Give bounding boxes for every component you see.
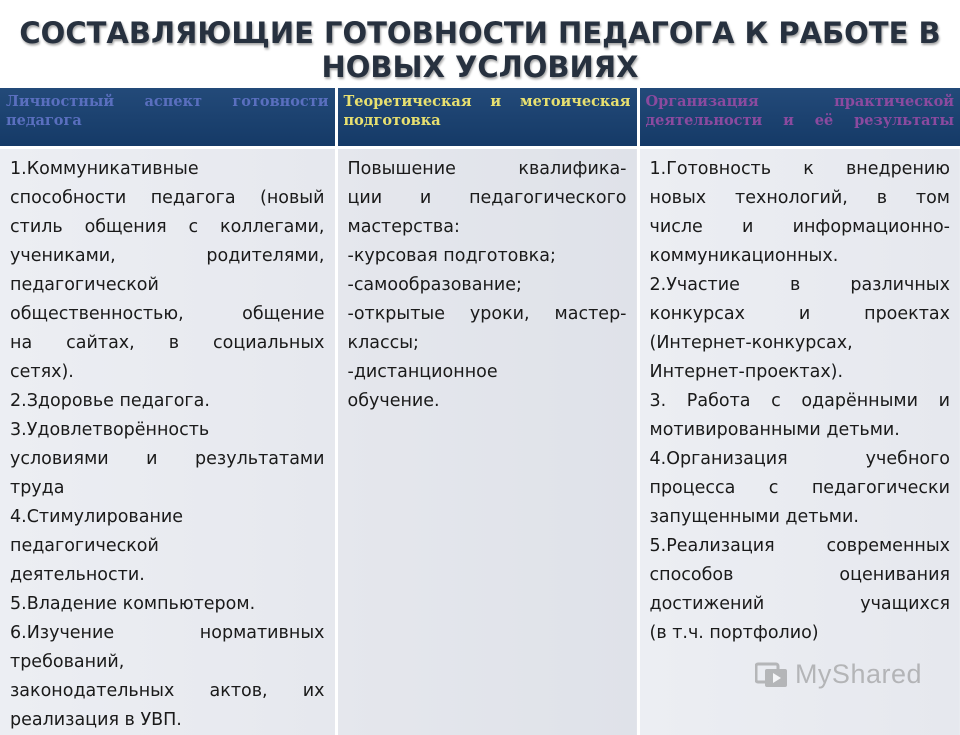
practical-activity-line: (Интернет-конкурсах, bbox=[650, 329, 951, 358]
personal-aspect-line: 3.Удовлетворённость bbox=[10, 416, 325, 445]
practical-activity-line: процесса с педагогически bbox=[650, 474, 951, 503]
personal-aspect-line: требований, bbox=[10, 648, 325, 677]
personal-aspect-line: стиль общения с коллегами, bbox=[10, 213, 325, 242]
personal-aspect-line: труда bbox=[10, 474, 325, 503]
watermark-text: MyShared bbox=[795, 659, 922, 690]
personal-aspect-line: 2.Здоровье педагога. bbox=[10, 387, 325, 416]
practical-activity-line: запущенными детьми. bbox=[650, 503, 951, 532]
practical-activity-line: 3. Работа с одарёнными и bbox=[650, 387, 951, 416]
practical-activity-line: 5.Реализация современных bbox=[650, 532, 951, 561]
theoretical-training-line: Повышение квалифика- bbox=[348, 155, 627, 184]
personal-aspect-line: законодательных актов, их bbox=[10, 677, 325, 706]
header-personal-aspect: Личностный аспект готовности педагога bbox=[0, 88, 336, 148]
slide-title-line-1: СОСТАВЛЯЮЩИЕ ГОТОВНОСТИ ПЕДАГОГА К РАБОТЕ В bbox=[0, 16, 960, 50]
personal-aspect-line: условиями и результатами bbox=[10, 445, 325, 474]
practical-activity-line: мотивированными детьми. bbox=[650, 416, 951, 445]
header-practical-activity: Организация практической деятельности и её результаты bbox=[638, 88, 960, 148]
practical-activity-line: Интернет-проектах). bbox=[650, 358, 951, 387]
cell-practical-activity bbox=[638, 148, 960, 735]
practical-activity-line: достижений учащихся bbox=[650, 590, 951, 619]
theoretical-training-line: мастерства: bbox=[348, 213, 627, 242]
personal-aspect-line: 1.Коммуникативные bbox=[10, 155, 325, 184]
theoretical-training-line: классы; bbox=[348, 329, 627, 358]
personal-aspect-line: сетях). bbox=[10, 358, 325, 387]
slide-title bbox=[0, 16, 960, 84]
cell-theoretical-training bbox=[336, 148, 638, 735]
theoretical-training-line: -дистанционное bbox=[348, 358, 627, 387]
practical-activity-line: числе и информационно- bbox=[650, 213, 951, 242]
personal-aspect-line: педагогической bbox=[10, 532, 325, 561]
practical-activity-line: 4.Организация учебного bbox=[650, 445, 951, 474]
personal-aspect-line: 6.Изучение нормативных bbox=[10, 619, 325, 648]
personal-aspect-line: 4.Стимулирование bbox=[10, 503, 325, 532]
practical-activity-line: новых технологий, в том bbox=[650, 184, 951, 213]
table-header-row bbox=[0, 88, 960, 148]
myshared-logo-icon bbox=[755, 660, 789, 690]
personal-aspect-line: учениками, родителями, bbox=[10, 242, 325, 271]
practical-activity-line: 1.Готовность к внедрению bbox=[650, 155, 951, 184]
practical-activity-line: 2.Участие в различных bbox=[650, 271, 951, 300]
practical-activity-line: способов оценивания bbox=[650, 561, 951, 590]
myshared-watermark bbox=[755, 659, 922, 690]
cell-theoretical-training-text bbox=[348, 155, 627, 416]
personal-aspect-line: педагогической bbox=[10, 271, 325, 300]
personal-aspect-line: деятельности. bbox=[10, 561, 325, 590]
personal-aspect-line: общественностью, общение bbox=[10, 300, 325, 329]
readiness-table bbox=[0, 88, 960, 735]
cell-personal-aspect bbox=[0, 148, 336, 735]
theoretical-training-line: обучение. bbox=[348, 387, 627, 416]
personal-aspect-line: способности педагога (новый bbox=[10, 184, 325, 213]
theoretical-training-line: -курсовая подготовка; bbox=[348, 242, 627, 271]
table-body-row bbox=[0, 148, 960, 735]
personal-aspect-line: реализация в УВП. bbox=[10, 706, 325, 735]
theoretical-training-line: -самообразование; bbox=[348, 271, 627, 300]
practical-activity-line: (в т.ч. портфолио) bbox=[650, 619, 951, 648]
personal-aspect-line: на сайтах, в социальных bbox=[10, 329, 325, 358]
theoretical-training-line: ции и педагогического bbox=[348, 184, 627, 213]
header-theoretical-training: Теоретическая и метоическая подготовка bbox=[336, 88, 638, 148]
practical-activity-line: коммуникационных. bbox=[650, 242, 951, 271]
personal-aspect-line: 5.Владение компьютером. bbox=[10, 590, 325, 619]
cell-practical-activity-text bbox=[650, 155, 951, 648]
slide-title-line-2: НОВЫХ УСЛОВИЯХ bbox=[0, 50, 960, 84]
cell-personal-aspect-text bbox=[10, 155, 325, 735]
theoretical-training-line: -открытые уроки, мастер- bbox=[348, 300, 627, 329]
practical-activity-line: конкурсах и проектах bbox=[650, 300, 951, 329]
